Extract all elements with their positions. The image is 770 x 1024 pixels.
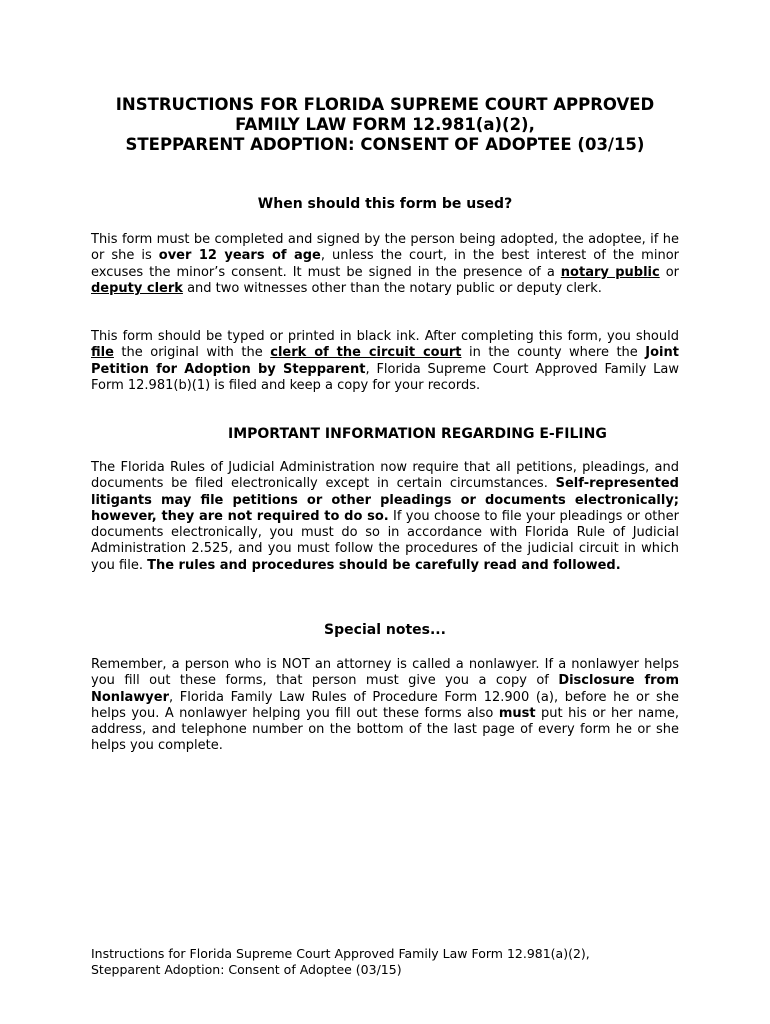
heading-special-notes: Special notes... [324, 622, 446, 638]
page-footer [91, 946, 590, 978]
footer-line-2: Stepparent Adoption: Consent of Adoptee (03/15) [91, 962, 402, 977]
heading-efiling: IMPORTANT INFORMATION REGARDING E-FILING [228, 426, 607, 442]
paragraph-when-used-1: This form must be completed and signed by the person being adopted, the adoptee, if he or she is over 12 years of age, unless the court, in the best interest of the minor excuses the minor’s consent. It must be signed in the presence of a notary public or deputy clerk and two witnesses other than the notary public or deputy clerk. [91, 232, 679, 296]
deputy-clerk-term: deputy clerk [91, 280, 183, 296]
page-title [60, 95, 710, 155]
notary-public-term: notary public [560, 264, 660, 280]
title-line-3: STEPPARENT ADOPTION: CONSENT OF ADOPTEE (03/15) [125, 135, 645, 154]
title-line-1: INSTRUCTIONS FOR FLORIDA SUPREME COURT APPROVED [115, 95, 655, 114]
file-term: file [91, 345, 114, 361]
heading-when-used: When should this form be used? [257, 196, 513, 212]
paragraph-special-notes: Remember, a person who is NOT an attorney is called a nonlawyer. If a nonlawyer helps you fill out these forms, that person must give you a copy of Disclosure from Nonlawyer, Florida Family Law Rules of Procedure Form 12.900 (a), before he or she helps you. A nonlawyer helping you fill out these forms also must put his or her name, address, and telephone number on the bottom of the last page of every form he or she helps you complete. [91, 657, 679, 754]
title-line-2: FAMILY LAW FORM 12.981(a)(2), [235, 115, 535, 134]
footer-line-1: Instructions for Florida Supreme Court Approved Family Law Form 12.981(a)(2), [91, 946, 590, 961]
clerk-circuit-court-term: clerk of the circuit court [270, 345, 462, 361]
paragraph-when-used-2: This form should be typed or printed in black ink. After completing this form, you should file the original with the clerk of the circuit court in the county where the Joint Petition for Adoption by Stepparent, Florida Supreme Court Approved Family Law Form 12.981(b)(1) is filed and keep a copy for your records. [91, 329, 679, 393]
paragraph-efiling: The Florida Rules of Judicial Administration now require that all petitions, pleadings, and documents be filed electronically except in certain circumstances. Self-represented litigants may file petitions or other pleadings or documents electronically; however, they are not required to do so. If you choose to file your pleadings or other documents electronically, you must do so in accordance with Florida Rule of Judicial Administration 2.525, and you must follow the procedures of the judicial circuit in which you file. The rules and procedures should be carefully read and followed. [91, 460, 679, 573]
